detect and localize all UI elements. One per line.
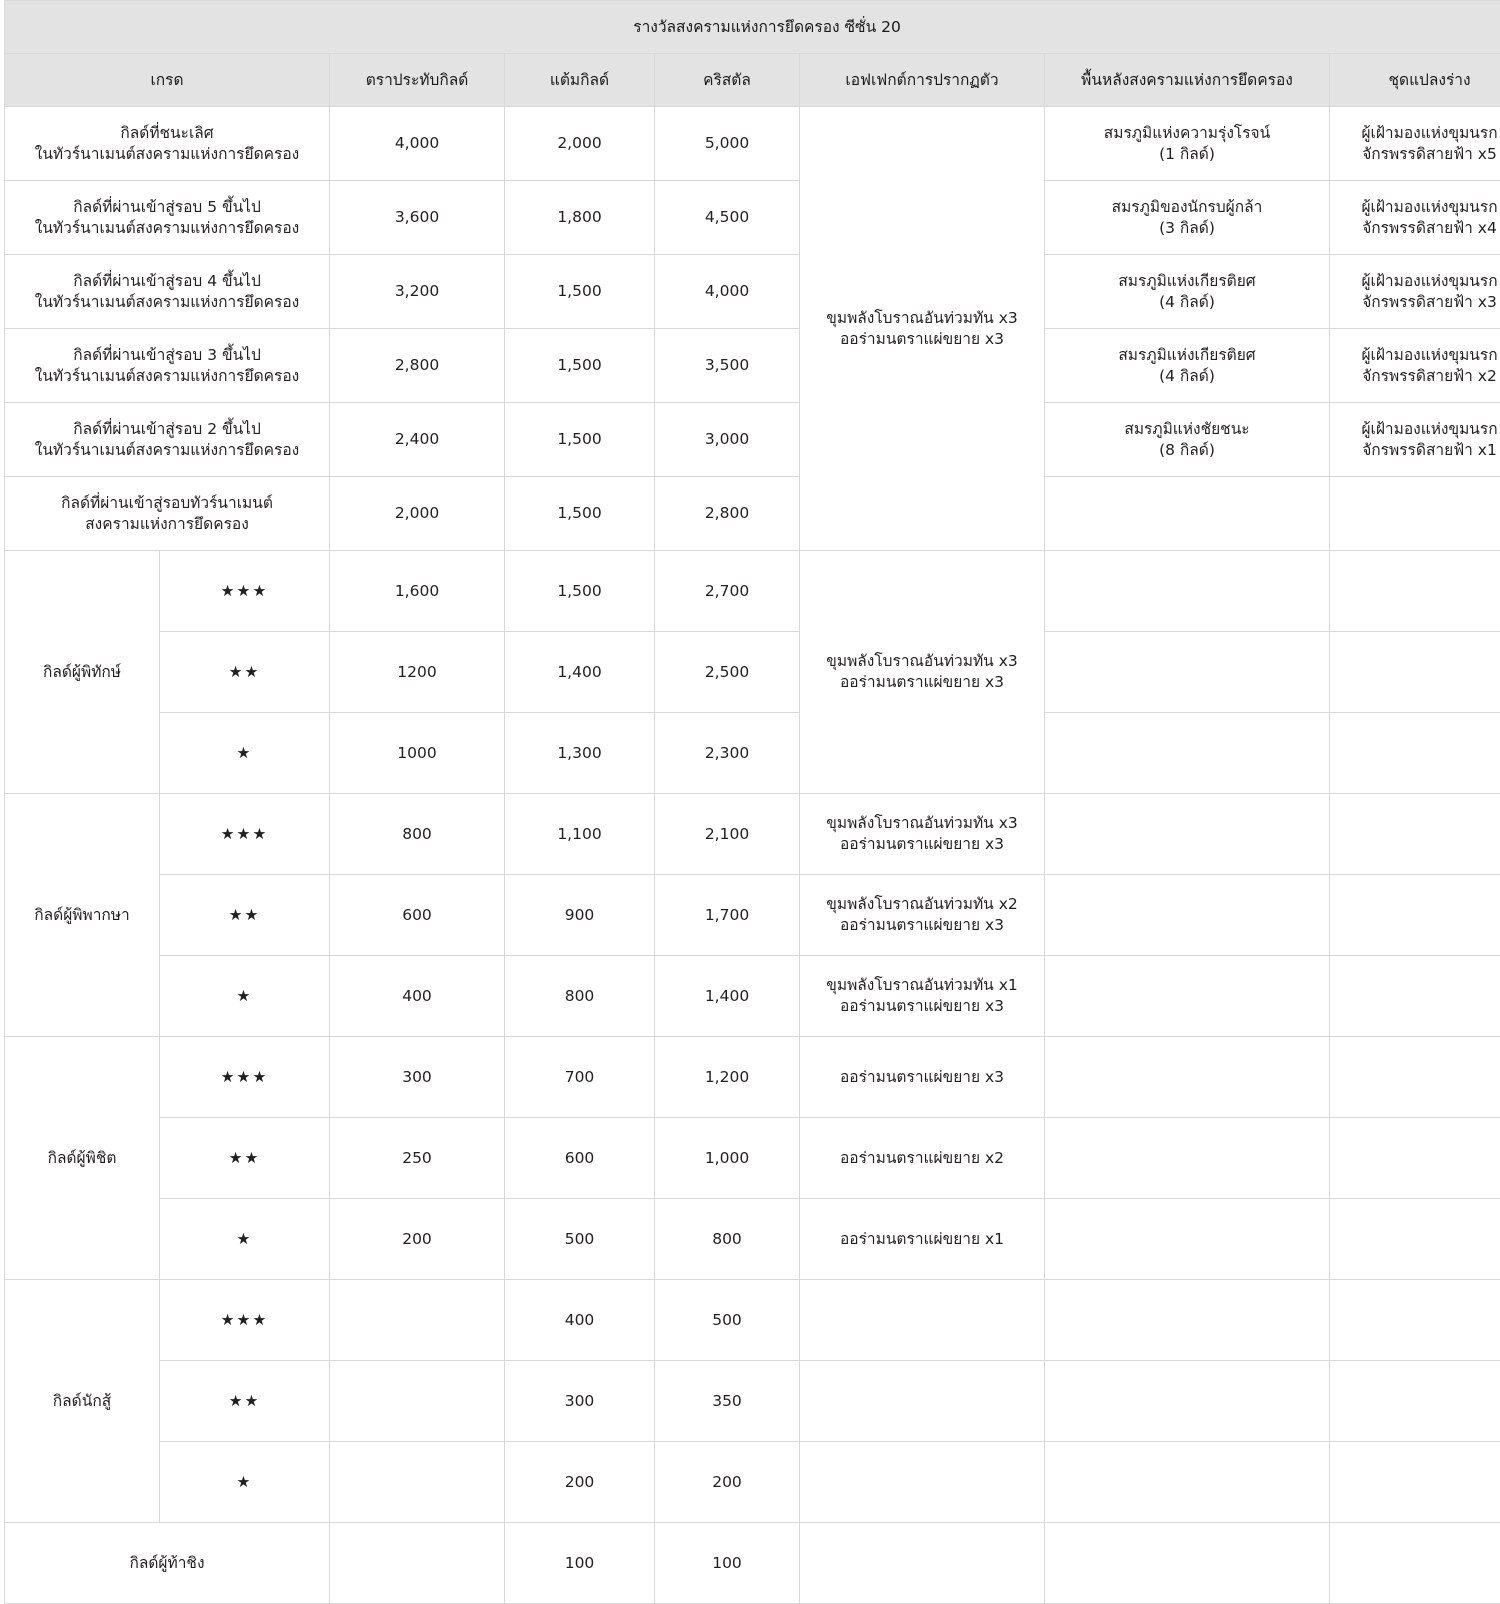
background-line-1: สมรภูมิแห่งเกียรติยศ (1051, 271, 1323, 292)
grade-stars: ★ (160, 713, 330, 794)
grade-stars: ★★ (160, 1361, 330, 1442)
seal-value: 2,000 (330, 477, 505, 551)
grade-stars: ★★★ (160, 1037, 330, 1118)
header-row (5, 54, 1500, 107)
appearance-effect-tournament (800, 107, 1045, 551)
effect-line-1: ขุมพลังโบราณอันท่วมทัน x1 (806, 975, 1038, 996)
seal-value (330, 1280, 505, 1361)
costume-line-2: จักรพรรดิสายฟ้า x2 (1336, 366, 1500, 387)
table-row (5, 477, 1500, 551)
costume-cell-empty (1330, 632, 1500, 713)
grade-cell (5, 403, 330, 477)
seal-value (330, 1523, 505, 1604)
grade-stars: ★★ (160, 875, 330, 956)
background-cell-empty (1045, 632, 1330, 713)
seal-value: 3,600 (330, 181, 505, 255)
background-cell (1045, 107, 1330, 181)
points-value: 700 (505, 1037, 655, 1118)
points-value: 1,100 (505, 794, 655, 875)
appearance-effect-cell-empty (800, 1523, 1045, 1604)
background-cell-empty (1045, 1523, 1330, 1604)
category-label-judge: กิลด์ผู้พิพากษา (5, 794, 160, 1037)
background-cell-empty (1045, 1280, 1330, 1361)
grade-cell (5, 255, 330, 329)
points-value: 900 (505, 875, 655, 956)
crystal-value: 3,500 (655, 329, 800, 403)
crystal-value: 2,500 (655, 632, 800, 713)
grade-cell (5, 329, 330, 403)
grade-cell (5, 477, 330, 551)
grade-line-1: กิลด์ที่ผ่านเข้าสู่รอบ 4 ขึ้นไป (11, 271, 323, 292)
table-row (5, 1037, 1500, 1118)
points-value: 100 (505, 1523, 655, 1604)
grade-stars: ★★★ (160, 794, 330, 875)
crystal-value: 1,700 (655, 875, 800, 956)
costume-line-1: ผู้เฝ้ามองแห่งขุมนรก (1336, 197, 1500, 218)
costume-cell-empty (1330, 794, 1500, 875)
points-value: 1,500 (505, 403, 655, 477)
table-row (5, 875, 1500, 956)
effect-line-1: ขุมพลังโบราณอันท่วมทัน x3 (806, 813, 1038, 834)
costume-cell-empty (1330, 1037, 1500, 1118)
costume-line-1: ผู้เฝ้ามองแห่งขุมนรก (1336, 123, 1500, 144)
appearance-effect-cell-empty (800, 1361, 1045, 1442)
background-line-1: สมรภูมิแห่งเกียรติยศ (1051, 345, 1323, 366)
table-row (5, 329, 1500, 403)
costume-cell-empty (1330, 1523, 1500, 1604)
background-cell-empty (1045, 1361, 1330, 1442)
grade-cell (5, 107, 330, 181)
table-row (5, 956, 1500, 1037)
grade-line-1: กิลด์ที่ผ่านเข้าสู่รอบ 2 ขึ้นไป (11, 419, 323, 440)
points-value: 1,500 (505, 329, 655, 403)
costume-line-2: จักรพรรดิสายฟ้า x1 (1336, 440, 1500, 461)
costume-line-1: ผู้เฝ้ามองแห่งขุมนรก (1336, 419, 1500, 440)
costume-cell-empty (1330, 477, 1500, 551)
table-row (5, 551, 1500, 632)
table-row (5, 713, 1500, 794)
points-value: 1,500 (505, 255, 655, 329)
column-header-costume: ชุดแปลงร่าง (1330, 54, 1500, 107)
background-cell-empty (1045, 794, 1330, 875)
grade-stars: ★ (160, 956, 330, 1037)
points-value: 400 (505, 1280, 655, 1361)
seal-value: 400 (330, 956, 505, 1037)
seal-value: 1000 (330, 713, 505, 794)
table-row (5, 1523, 1500, 1604)
crystal-value: 2,300 (655, 713, 800, 794)
grade-line-1: กิลด์ที่ผ่านเข้าสู่รอบ 5 ขึ้นไป (11, 197, 323, 218)
background-line-2: (3 กิลด์) (1051, 218, 1323, 239)
points-value: 2,000 (505, 107, 655, 181)
effect-line-2: ออร่ามนตราแผ่ขยาย x3 (806, 915, 1038, 936)
costume-cell-empty (1330, 713, 1500, 794)
appearance-effect-cell: ออร่ามนตราแผ่ขยาย x3 (800, 1037, 1045, 1118)
costume-cell (1330, 403, 1500, 477)
crystal-value: 2,700 (655, 551, 800, 632)
seal-value: 4,000 (330, 107, 505, 181)
costume-cell (1330, 255, 1500, 329)
grade-cell (5, 181, 330, 255)
points-value: 300 (505, 1361, 655, 1442)
costume-cell-empty (1330, 1199, 1500, 1280)
crystal-value: 100 (655, 1523, 800, 1604)
table-row (5, 403, 1500, 477)
background-line-2: (1 กิลด์) (1051, 144, 1323, 165)
crystal-value: 500 (655, 1280, 800, 1361)
column-header-crystal: คริสตัล (655, 54, 800, 107)
grade-line-2: ในทัวร์นาเมนต์สงครามแห่งการยึดครอง (11, 440, 323, 461)
appearance-effect-cell: ออร่ามนตราแผ่ขยาย x2 (800, 1118, 1045, 1199)
grade-line-1: กิลด์ที่ชนะเลิศ (11, 123, 323, 144)
table-row (5, 1199, 1500, 1280)
grade-stars: ★★★ (160, 551, 330, 632)
background-line-1: สมรภูมิแห่งความรุ่งโรจน์ (1051, 123, 1323, 144)
title-row (5, 1, 1500, 54)
column-header-appearance-effect: เอฟเฟกต์การปรากฏตัว (800, 54, 1045, 107)
crystal-value: 200 (655, 1442, 800, 1523)
appearance-effect-cell (800, 794, 1045, 875)
table-row (5, 1361, 1500, 1442)
seal-value (330, 1361, 505, 1442)
costume-cell (1330, 329, 1500, 403)
costume-cell (1330, 107, 1500, 181)
background-cell-empty (1045, 1199, 1330, 1280)
seal-value: 300 (330, 1037, 505, 1118)
background-line-2: (4 กิลด์) (1051, 366, 1323, 387)
table-row (5, 1118, 1500, 1199)
points-value: 600 (505, 1118, 655, 1199)
category-label-challenger: กิลด์ผู้ท้าชิง (5, 1523, 330, 1604)
background-cell (1045, 329, 1330, 403)
table-row (5, 632, 1500, 713)
costume-cell-empty (1330, 1118, 1500, 1199)
background-cell-empty (1045, 1118, 1330, 1199)
background-line-2: (4 กิลด์) (1051, 292, 1323, 313)
grade-line-2: ในทัวร์นาเมนต์สงครามแห่งการยึดครอง (11, 144, 323, 165)
seal-value: 250 (330, 1118, 505, 1199)
crystal-value: 2,100 (655, 794, 800, 875)
costume-line-2: จักรพรรดิสายฟ้า x5 (1336, 144, 1500, 165)
crystal-value: 1,200 (655, 1037, 800, 1118)
effect-line-2: ออร่ามนตราแผ่ขยาย x3 (806, 834, 1038, 855)
table-row (5, 181, 1500, 255)
points-value: 1,800 (505, 181, 655, 255)
points-value: 1,500 (505, 477, 655, 551)
grade-line-1: กิลด์ที่ผ่านเข้าสู่รอบ 3 ขึ้นไป (11, 345, 323, 366)
seal-value: 2,400 (330, 403, 505, 477)
crystal-value: 4,500 (655, 181, 800, 255)
seal-value: 1200 (330, 632, 505, 713)
costume-cell-empty (1330, 875, 1500, 956)
crystal-value: 3,000 (655, 403, 800, 477)
appearance-effect-cell (800, 956, 1045, 1037)
effect-line-2: ออร่ามนตราแผ่ขยาย x3 (806, 672, 1038, 693)
page-title: รางวัลสงครามแห่งการยึดครอง ซีซั่น 20 (5, 1, 1500, 54)
table-row (5, 255, 1500, 329)
costume-line-1: ผู้เฝ้ามองแห่งขุมนรก (1336, 345, 1500, 366)
background-cell-empty (1045, 875, 1330, 956)
crystal-value: 1,400 (655, 956, 800, 1037)
background-cell-empty (1045, 713, 1330, 794)
points-value: 200 (505, 1442, 655, 1523)
points-value: 800 (505, 956, 655, 1037)
appearance-effect-cell: ออร่ามนตราแผ่ขยาย x1 (800, 1199, 1045, 1280)
effect-line-1: ขุมพลังโบราณอันท่วมทัน x3 (806, 651, 1038, 672)
costume-line-2: จักรพรรดิสายฟ้า x4 (1336, 218, 1500, 239)
points-value: 1,500 (505, 551, 655, 632)
occupation-war-reward-table (4, 0, 1500, 1604)
crystal-value: 800 (655, 1199, 800, 1280)
background-cell-empty (1045, 551, 1330, 632)
crystal-value: 350 (655, 1361, 800, 1442)
grade-line-1: กิลด์ที่ผ่านเข้าสู่รอบทัวร์นาเมนต์ (11, 493, 323, 514)
effect-line-1: ขุมพลังโบราณอันท่วมทัน x3 (806, 308, 1038, 329)
appearance-effect-guardian (800, 551, 1045, 794)
column-header-grade: เกรด (5, 54, 330, 107)
background-cell-empty (1045, 477, 1330, 551)
appearance-effect-cell-empty (800, 1280, 1045, 1361)
effect-line-2: ออร่ามนตราแผ่ขยาย x3 (806, 329, 1038, 350)
seal-value: 3,200 (330, 255, 505, 329)
background-cell (1045, 181, 1330, 255)
costume-cell-empty (1330, 1361, 1500, 1442)
points-value: 1,300 (505, 713, 655, 794)
seal-value: 2,800 (330, 329, 505, 403)
column-header-background: พื้นหลังสงครามแห่งการยึดครอง (1045, 54, 1330, 107)
costume-cell (1330, 181, 1500, 255)
background-cell-empty (1045, 956, 1330, 1037)
background-line-1: สมรภูมิของนักรบผู้กล้า (1051, 197, 1323, 218)
column-header-guild-seal: ตราประทับกิลด์ (330, 54, 505, 107)
grade-line-2: ในทัวร์นาเมนต์สงครามแห่งการยึดครอง (11, 292, 323, 313)
grade-stars: ★ (160, 1199, 330, 1280)
background-line-2: (8 กิลด์) (1051, 440, 1323, 461)
crystal-value: 2,800 (655, 477, 800, 551)
costume-cell-empty (1330, 1280, 1500, 1361)
costume-cell-empty (1330, 551, 1500, 632)
crystal-value: 5,000 (655, 107, 800, 181)
crystal-value: 4,000 (655, 255, 800, 329)
category-label-fighter: กิลด์นักสู้ (5, 1280, 160, 1523)
seal-value: 800 (330, 794, 505, 875)
column-header-guild-points: แต้มกิลด์ (505, 54, 655, 107)
category-label-victor: กิลด์ผู้พิชิต (5, 1037, 160, 1280)
effect-line-2: ออร่ามนตราแผ่ขยาย x3 (806, 996, 1038, 1017)
grade-line-2: ในทัวร์นาเมนต์สงครามแห่งการยึดครอง (11, 366, 323, 387)
effect-line-1: ขุมพลังโบราณอันท่วมทัน x2 (806, 894, 1038, 915)
grade-stars: ★★ (160, 632, 330, 713)
background-cell (1045, 403, 1330, 477)
appearance-effect-cell (800, 875, 1045, 956)
background-line-1: สมรภูมิแห่งชัยชนะ (1051, 419, 1323, 440)
grade-line-2: สงครามแห่งการยึดครอง (11, 514, 323, 535)
grade-stars: ★★★ (160, 1280, 330, 1361)
grade-line-2: ในทัวร์นาเมนต์สงครามแห่งการยึดครอง (11, 218, 323, 239)
table-row (5, 107, 1500, 181)
points-value: 1,400 (505, 632, 655, 713)
costume-cell-empty (1330, 956, 1500, 1037)
costume-line-1: ผู้เฝ้ามองแห่งขุมนรก (1336, 271, 1500, 292)
background-cell-empty (1045, 1037, 1330, 1118)
points-value: 500 (505, 1199, 655, 1280)
category-label-guardian: กิลด์ผู้พิทักษ์ (5, 551, 160, 794)
seal-value: 1,600 (330, 551, 505, 632)
table-row (5, 1280, 1500, 1361)
costume-line-2: จักรพรรดิสายฟ้า x3 (1336, 292, 1500, 313)
crystal-value: 1,000 (655, 1118, 800, 1199)
background-cell (1045, 255, 1330, 329)
seal-value: 200 (330, 1199, 505, 1280)
table-row (5, 794, 1500, 875)
grade-stars: ★★ (160, 1118, 330, 1199)
grade-stars: ★ (160, 1442, 330, 1523)
seal-value: 600 (330, 875, 505, 956)
